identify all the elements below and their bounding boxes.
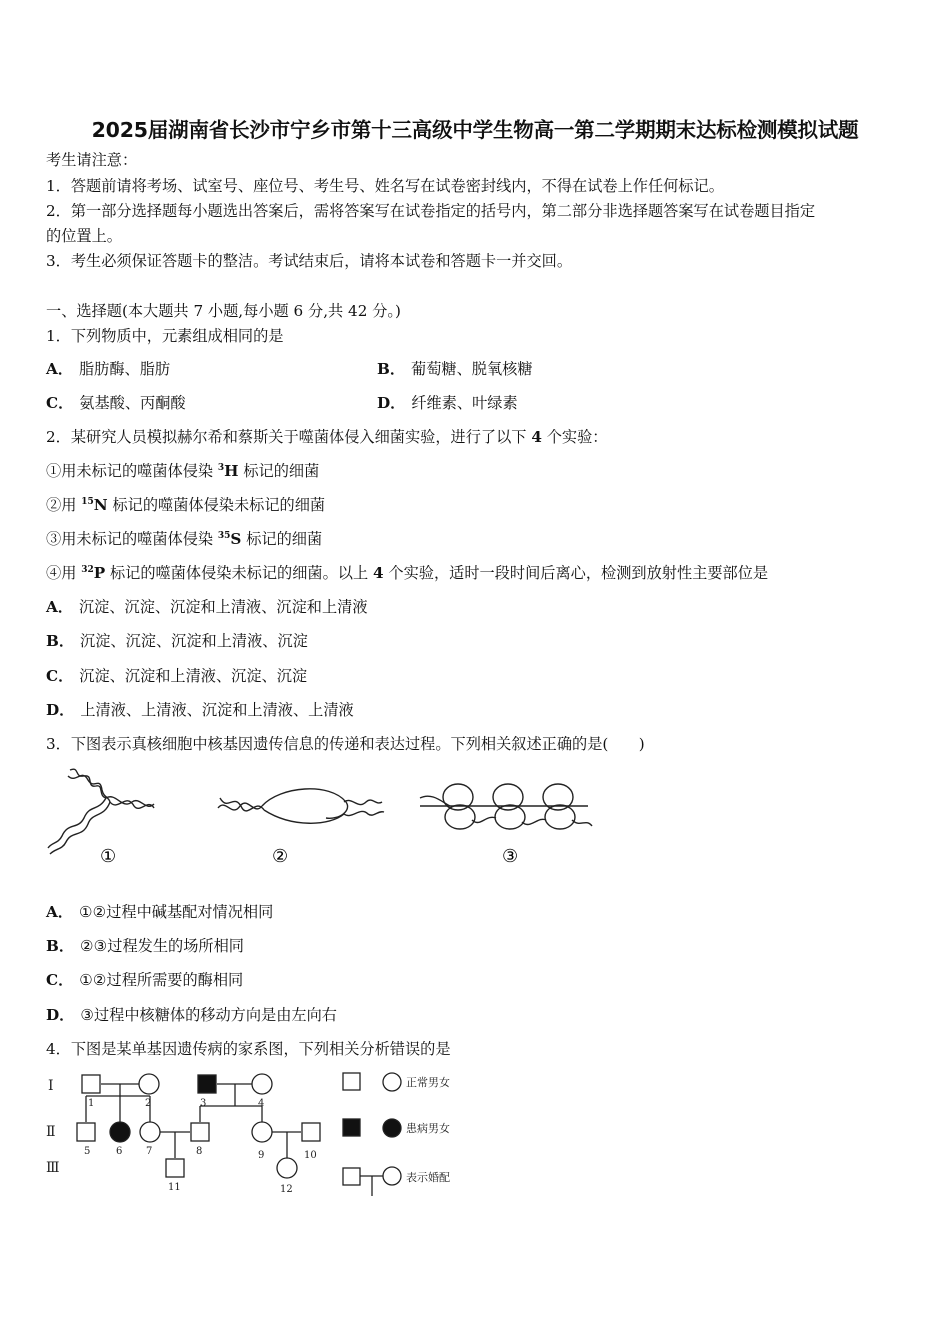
- isotope-mass: 35: [217, 531, 231, 541]
- isotope-mass: 32: [81, 565, 94, 575]
- q4-stem: 4．下图是某单基因遗传病的家系图，下列相关分析错误的是: [46, 1040, 451, 1058]
- id-5: 5: [84, 1146, 91, 1157]
- option-text: 氨基酸、丙酮酸: [79, 394, 186, 412]
- option-text: ①②过程所需要的酶相同: [79, 971, 244, 989]
- notice-item-3: 3．考生必须保证答题卡的整洁。考试结束后，请将本试卷和答题卡一并交回。: [46, 252, 573, 270]
- legend-marriage-male-icon: [343, 1168, 360, 1185]
- option-label: D．: [46, 701, 75, 719]
- q2-stem-text-end: 个实验：: [541, 428, 608, 446]
- individual-9-female: [252, 1122, 272, 1142]
- legend-normal-female-icon: [383, 1073, 401, 1091]
- id-2: 2: [145, 1098, 152, 1109]
- legend-affected-male-icon: [343, 1119, 360, 1136]
- q3-figure: [40, 762, 600, 872]
- option-label: A．: [46, 360, 73, 378]
- id-6: 6: [116, 1146, 123, 1157]
- q1-option-d: [377, 396, 518, 411]
- section-heading: 一、选择题(本大题共 7 小题,每小题 6 分,共 42 分。): [46, 302, 401, 320]
- q1-option-c: [46, 396, 186, 411]
- option-label: A．: [46, 903, 73, 921]
- notice-heading: 考生请注意：: [46, 151, 138, 169]
- id-7: 7: [146, 1146, 153, 1157]
- id-3: 3: [200, 1098, 207, 1109]
- q3-option-b: [46, 939, 244, 954]
- q2-experiment-2: [46, 498, 325, 513]
- q2-experiment-1: [46, 464, 319, 479]
- individual-3-male-affected: [198, 1075, 216, 1093]
- id-4: 4: [258, 1098, 265, 1109]
- q3-option-a: [46, 905, 273, 920]
- exp-text: 标记的细菌: [241, 530, 323, 548]
- id-1: 1: [88, 1098, 95, 1109]
- gen-label-i: Ⅰ: [48, 1078, 54, 1094]
- exp-text: ②用: [46, 496, 82, 514]
- option-label: A．: [46, 598, 73, 616]
- option-label: D．: [377, 394, 406, 412]
- pedigree-chart: [40, 1066, 480, 1206]
- isotope-mass: 15: [81, 497, 94, 507]
- individual-2-female: [139, 1074, 159, 1094]
- option-text: 纤维素、叶绿素: [411, 394, 518, 412]
- q2-stem-text: 2．某研究人员模拟赫尔希和蔡斯关于噬菌体侵入细菌实验，进行了以下: [46, 428, 532, 446]
- fig-label-2: ②: [272, 846, 289, 867]
- legend-marriage-label: 表示婚配: [406, 1171, 450, 1184]
- q2-option-a: [46, 600, 368, 615]
- q1-option-b: [377, 362, 533, 377]
- individual-10-male: [302, 1123, 320, 1141]
- isotope-mass: 3: [217, 463, 225, 473]
- replication-diagram: [48, 769, 154, 854]
- option-text: 沉淀、沉淀、沉淀和上清液、沉淀: [80, 632, 308, 650]
- legend-normal-male-icon: [343, 1073, 360, 1090]
- option-text: 脂肪酶、脂肪: [78, 360, 171, 378]
- legend-marriage-female-icon: [383, 1167, 401, 1185]
- translation-diagram: [420, 784, 592, 829]
- q3-stem: 3．下图表示真核细胞中核基因遗传信息的传递和表达过程。下列相关叙述正确的是( ): [46, 735, 645, 753]
- fig-label-3: ③: [502, 846, 519, 867]
- individual-8-male: [191, 1123, 209, 1141]
- exp-text: 标记的噬菌体侵染未标记的细菌: [107, 496, 326, 514]
- option-label: D．: [46, 1006, 75, 1024]
- q2-experiment-3: [46, 532, 322, 547]
- legend-affected-label: 患病男女: [406, 1122, 450, 1135]
- q1-option-a: [46, 362, 170, 377]
- option-label: C．: [46, 667, 74, 685]
- exp-text: 个实验，适时一段时间后离心，检测到放射性主要部位是: [383, 564, 769, 582]
- page-title: 2025届湖南省长沙市宁乡市第十三高级中学生物高一第二学期期末达标检测模拟试题: [91, 118, 859, 142]
- option-text: 葡萄糖、脱氧核糖: [411, 360, 533, 378]
- exp-text: ③用未标记的噬菌体侵染: [46, 530, 218, 548]
- option-label: C．: [46, 394, 74, 412]
- q2-option-c: [46, 669, 307, 684]
- option-label: C．: [46, 971, 74, 989]
- q1-stem: 1．下列物质中，元素组成相同的是: [46, 327, 284, 345]
- q2-experiment-4: [46, 566, 768, 581]
- id-12: 12: [280, 1184, 293, 1195]
- exp-text: 标记的噬菌体侵染未标记的细菌。以上: [105, 564, 373, 582]
- id-10: 10: [304, 1150, 317, 1161]
- individual-5-male: [77, 1123, 95, 1141]
- legend-normal-label: 正常男女: [406, 1076, 450, 1089]
- isotope-element: P: [93, 564, 106, 582]
- id-9: 9: [258, 1150, 265, 1161]
- q2-stem-number: 4: [531, 428, 542, 446]
- option-text: ②③过程发生的场所相同: [80, 937, 244, 955]
- option-text: 上清液、上清液、沉淀和上清液、上清液: [80, 701, 354, 719]
- legend-affected-female-icon: [383, 1119, 401, 1137]
- option-text: 沉淀、沉淀、沉淀和上清液、沉淀和上清液: [78, 598, 368, 616]
- exp-number: 4: [373, 564, 384, 582]
- isotope-element: N: [93, 496, 108, 514]
- notice-item-2-cont: 的位置上。: [46, 227, 122, 245]
- isotope-element: S: [230, 530, 242, 548]
- q3-option-d: [46, 1008, 337, 1023]
- individual-1-male: [82, 1075, 100, 1093]
- gen-label-iii: Ⅲ: [46, 1160, 60, 1176]
- option-label: B．: [377, 360, 406, 378]
- exp-text: ①用未标记的噬菌体侵染: [46, 462, 218, 480]
- option-text: ③过程中核糖体的移动方向是由左向右: [80, 1006, 337, 1024]
- individual-4-female: [252, 1074, 272, 1094]
- fig-label-1: ①: [100, 846, 117, 867]
- exp-text: 标记的细菌: [238, 462, 320, 480]
- option-text: ①②过程中碱基配对情况相同: [78, 903, 274, 921]
- id-8: 8: [196, 1146, 203, 1157]
- notice-item-2: 2．第一部分选择题每小题选出答案后，需将答案写在试卷指定的括号内，第二部分非选择题答案写在试卷题目指定: [46, 202, 816, 220]
- gen-label-ii: Ⅱ: [46, 1124, 56, 1140]
- transcription-diagram: [218, 789, 384, 823]
- individual-7-female: [140, 1122, 160, 1142]
- exp-text: ④用: [46, 564, 82, 582]
- option-label: B．: [46, 937, 75, 955]
- q3-option-c: [46, 973, 243, 988]
- option-text: 沉淀、沉淀和上清液、沉淀、沉淀: [79, 667, 308, 685]
- q2-stem: [46, 430, 607, 445]
- id-11: 11: [168, 1182, 181, 1193]
- individual-6-female-affected: [110, 1122, 130, 1142]
- isotope-element: H: [224, 462, 239, 480]
- option-label: B．: [46, 632, 75, 650]
- individual-11-male: [166, 1159, 184, 1177]
- q2-option-d: [46, 703, 354, 718]
- q2-option-b: [46, 634, 308, 649]
- individual-12-female: [277, 1158, 297, 1178]
- notice-item-1: 1．答题前请将考场、试室号、座位号、考生号、姓名写在试卷密封线内，不得在试卷上作任何标记。: [46, 177, 724, 195]
